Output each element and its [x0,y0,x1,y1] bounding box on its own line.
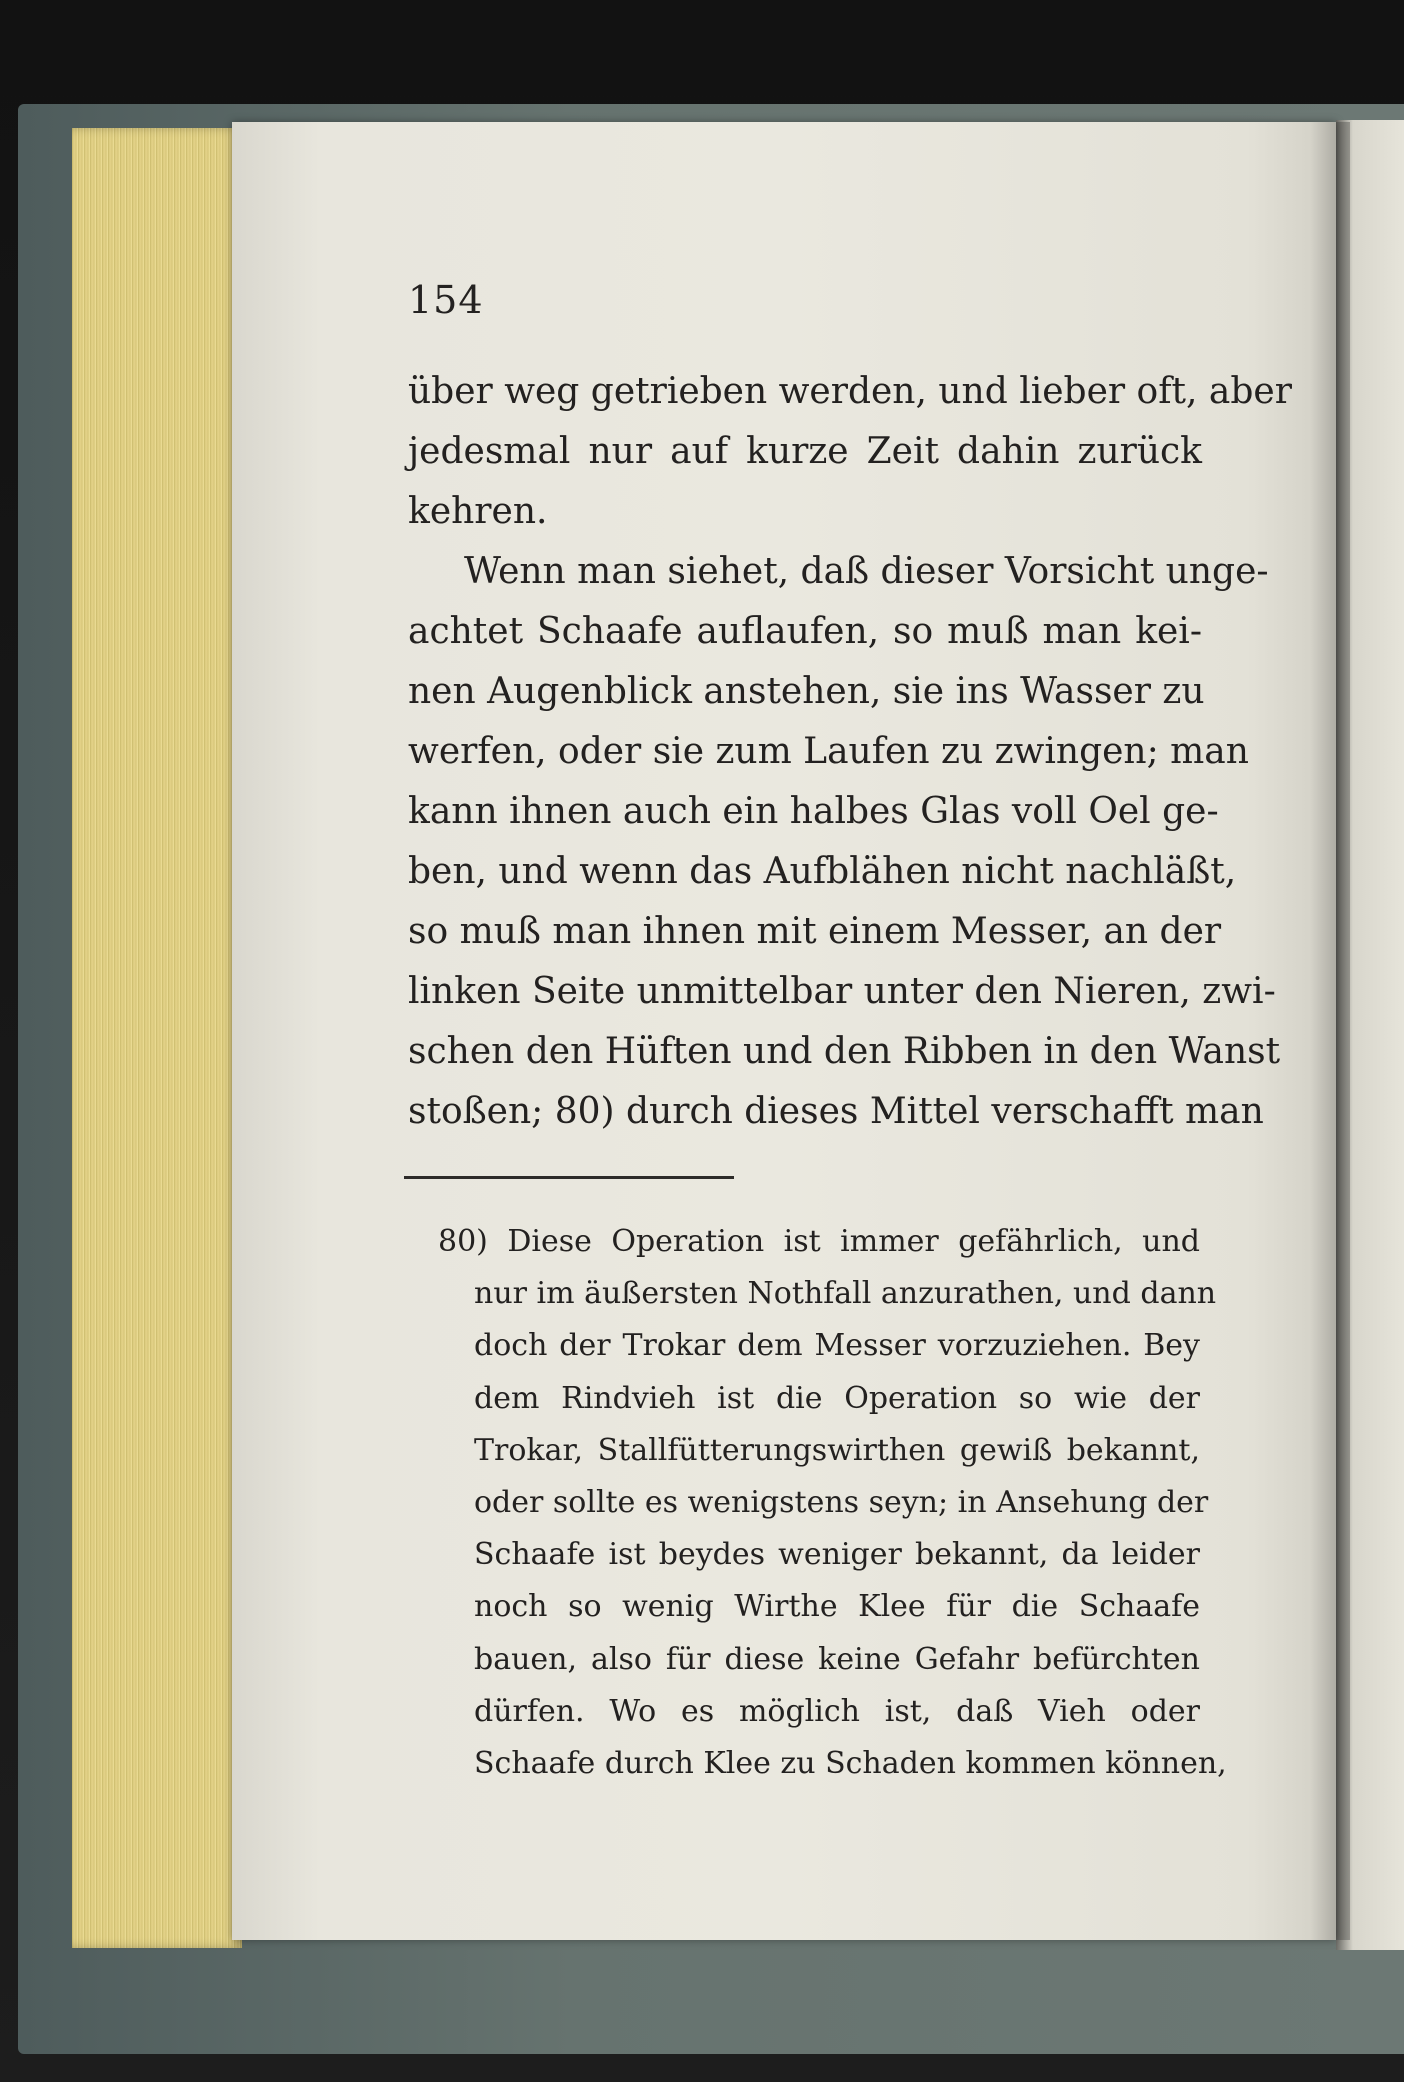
footnote-line: oder sollte es wenigstens seyn; in Ansehung der [474,1484,1209,1520]
footnote-line: nur im äußersten Nothfall anzurathen, und dann [474,1276,1217,1312]
text-line: werfen, oder sie zum Laufen zu zwingen; man [408,731,1249,772]
text-line: jedesmal nur auf kurze Zeit dahin zurück [408,431,1202,472]
text-line: linken Seite unmittelbar unter den Nieren, zwi- [408,971,1276,1012]
footnote-line: doch der Trokar dem Messer vorzuziehen. Bey [474,1328,1200,1364]
main-text [408,362,1292,1142]
text-line: kehren. [408,491,548,532]
text-line: schen den Hüften und den Ribben in den Wanst [408,1031,1281,1072]
text-line: kann ihnen auch ein halbes Glas voll Oel ge- [408,791,1219,832]
text-line: achtet Schaafe auflaufen, so muß man kei- [408,611,1202,652]
footnote-line: Schaafe durch Klee zu Schaden kommen können, [474,1745,1227,1781]
text-line: ben, und wenn das Aufblähen nicht nachläßt, [408,851,1237,892]
footnote-line: Trokar, Stallfütterungswirthen gewiß bekannt, [474,1432,1200,1468]
text-line: stoßen; 80) durch dieses Mittel verschafft man [408,1091,1264,1132]
footnote-line: Schaafe ist beydes weniger bekannt, da leider [474,1537,1200,1573]
text-line: Wenn man siehet, daß dieser Vorsicht unge- [464,551,1269,592]
footnote-line: noch so wenig Wirthe Klee für die Schaafe [474,1589,1200,1625]
footnote-line: dürfen. Wo es möglich ist, daß Vieh oder [474,1693,1200,1729]
footnote-line: dem Rindvieh ist die Operation so wie der [474,1380,1200,1416]
page-edges [72,128,242,1948]
footnote [438,1216,1227,1790]
text-line: nen Augenblick anstehen, sie ins Wasser zu [408,671,1205,712]
footnote-line: bauen, also für diese keine Gefahr befürchten [474,1641,1200,1677]
footnote-line: 80) Diese Operation ist immer gefährlich, und [438,1224,1200,1259]
gutter-shadow [1310,122,1350,1940]
text-line: so muß man ihnen mit einem Messer, an der [408,911,1222,952]
page-number: 154 [408,278,484,322]
footnote-rule [404,1176,734,1179]
text-line: über weg getrieben werden, und lieber oft, aber [408,371,1292,412]
